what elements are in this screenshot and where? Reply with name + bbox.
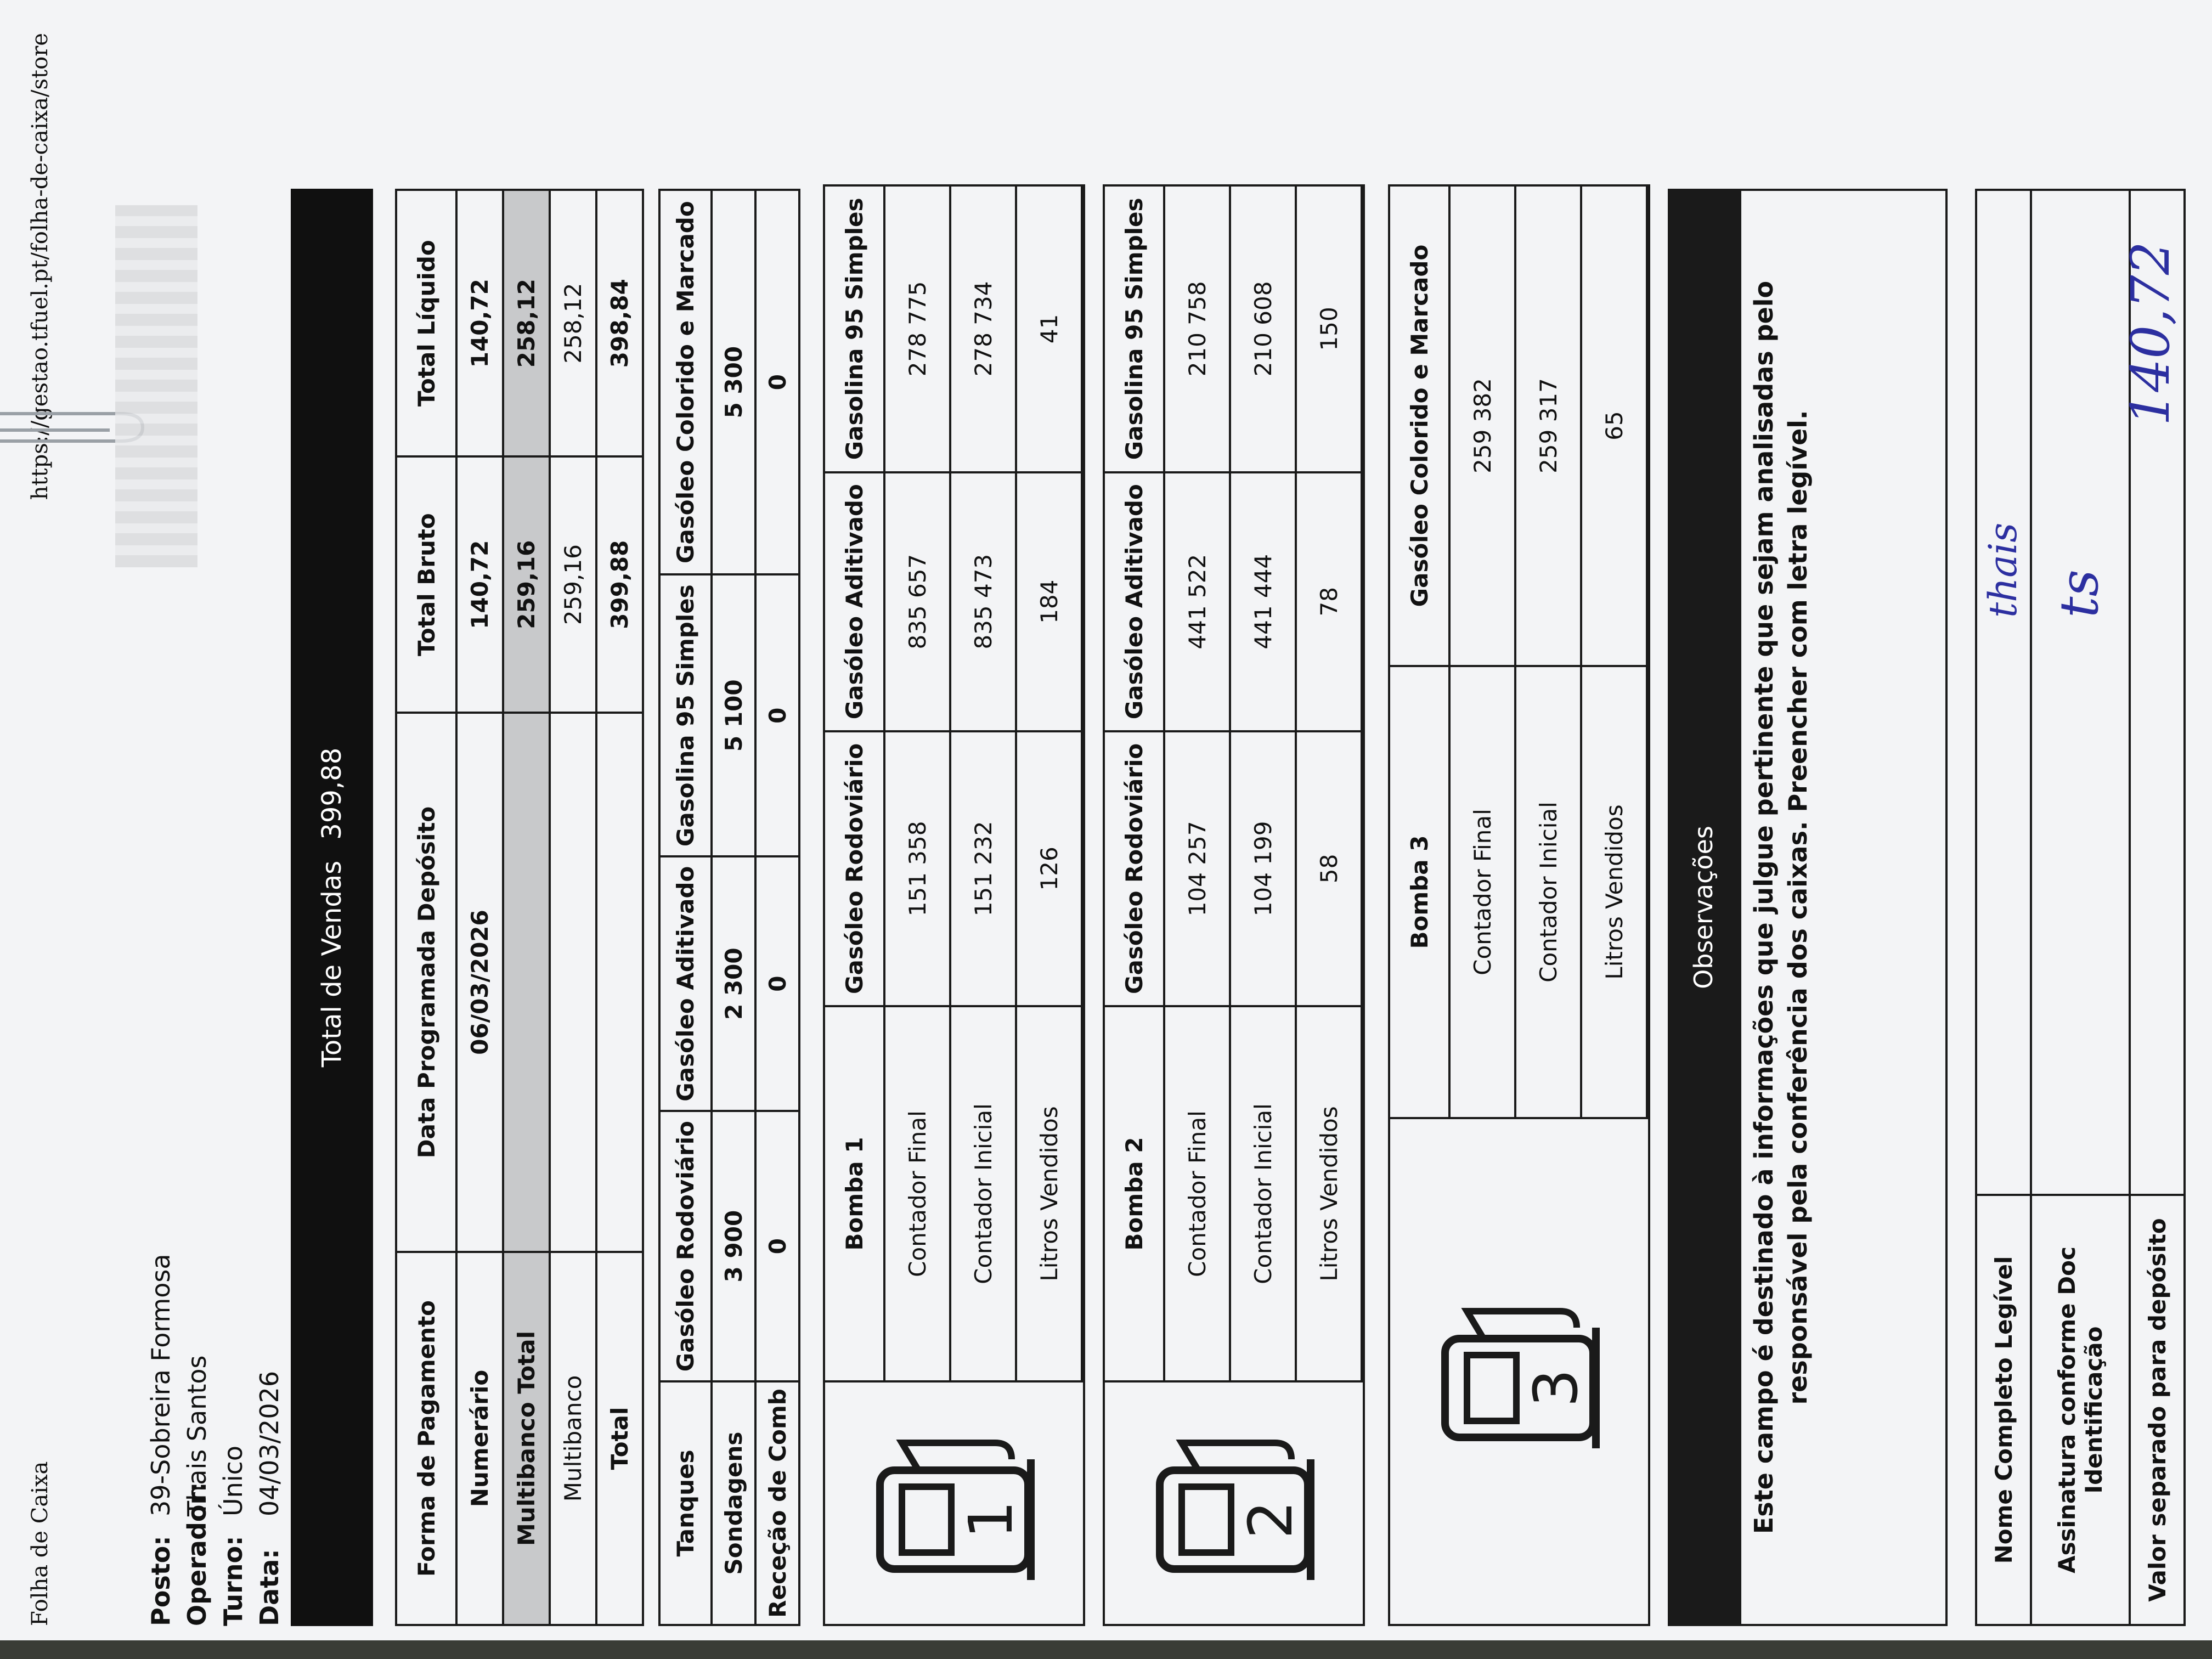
pump-value: 58 [1296, 731, 1362, 1006]
tank-value: 0 [755, 574, 799, 856]
pump-header: Gasóleo Aditivado [824, 472, 884, 731]
pump-number: 3 [1521, 1369, 1591, 1407]
pump-value: 278 734 [950, 185, 1016, 472]
pump-row-label: Contador Final [1449, 666, 1515, 1118]
pump-row-label: Litros Vendidos [1296, 1006, 1362, 1381]
table-row [596, 190, 643, 1625]
pump-title: Bomba 3 [1389, 666, 1449, 1118]
pump-2-section [1103, 184, 1365, 1626]
pump-value: 151 232 [950, 731, 1016, 1006]
total-vendas-label: Total de Vendas [317, 860, 347, 1068]
nome-label: Nome Completo Legível [1976, 1195, 2031, 1625]
turno-label: Turno: [218, 1536, 248, 1626]
pump-value: 441 522 [1164, 472, 1230, 731]
table-row [2130, 190, 2185, 1625]
total-vendas-value: 399,88 [317, 747, 347, 840]
assinatura-label: Assinatura conforme Doc Identificação [2031, 1195, 2130, 1625]
pump-value: 441 444 [1230, 472, 1296, 731]
payment-net: 258,12 [550, 190, 596, 456]
payments-header: Forma de Pagamento [396, 1252, 456, 1625]
table-row [456, 190, 503, 1625]
data-value: 04/03/2026 [255, 1370, 284, 1516]
nome-handwriting: thais [1980, 522, 2025, 618]
pump-3-section [1388, 184, 1650, 1626]
pump-value: 78 [1296, 472, 1362, 731]
valor-label: Valor separado para depósito [2130, 1195, 2185, 1625]
payment-method: Multibanco Total [503, 1252, 550, 1625]
payment-gross: 259,16 [503, 456, 550, 713]
pump-header: Gasolina 95 Simples [1104, 185, 1164, 472]
pump-value: 41 [1016, 185, 1082, 472]
pump-row-label: Contador Inicial [950, 1006, 1016, 1381]
signature-table [1975, 189, 2186, 1626]
table-row [1581, 185, 1647, 1118]
pump-header: Gasóleo Rodoviário [1104, 731, 1164, 1006]
pump-value: 126 [1016, 731, 1082, 1006]
pump-value: 184 [1016, 472, 1082, 731]
payment-method: Total [596, 1252, 643, 1625]
qr-code [115, 205, 198, 567]
operador-label: Operador: [182, 1482, 212, 1626]
table-row [884, 185, 950, 1381]
tank-value: 0 [755, 190, 799, 574]
pump-value: 104 199 [1230, 731, 1296, 1006]
tank-value: 0 [755, 856, 799, 1111]
observacoes-text: Este campo é destinado à informações que julgue pertinente que sejam analisadas pelo responsável pela conferência dos caixas. Preencher com letra legível. [1749, 280, 1813, 1534]
pump-3-table [1388, 184, 1648, 1119]
payment-net: 140,72 [456, 190, 503, 456]
nome-field[interactable] [1976, 190, 2031, 1195]
posto-label: Posto: [146, 1536, 176, 1626]
tanks-header: Gasóleo Rodoviário [659, 1111, 712, 1381]
tanks-header: Tanques [659, 1381, 712, 1625]
tank-value: 5 300 [712, 190, 755, 574]
tanks-header: Gasóleo Aditivado [659, 856, 712, 1111]
pump-value: 151 358 [884, 731, 950, 1006]
table-row [503, 190, 550, 1625]
table-row [1164, 185, 1230, 1381]
pump-value: 104 257 [1164, 731, 1230, 1006]
pump-header: Gasóleo Rodoviário [824, 731, 884, 1006]
pump-row-label: Contador Final [884, 1006, 950, 1381]
tanks-header: Gasóleo Colorido e Marcado [659, 190, 712, 574]
payment-date [550, 713, 596, 1252]
doc-header-url: https://gestao.tfuel.pt/folha-de-caixa/store [27, 33, 53, 500]
tank-value: 0 [755, 1111, 799, 1381]
payment-net: 258,12 [503, 190, 550, 456]
payment-gross: 140,72 [456, 456, 503, 713]
tank-value: 5 100 [712, 574, 755, 856]
pump-value: 835 657 [884, 472, 950, 731]
fuel-pump-1-icon [864, 1415, 1050, 1591]
assinatura-field[interactable] [2031, 190, 2130, 1195]
payment-method: Numerário [456, 1252, 503, 1625]
payment-date [503, 713, 550, 1252]
table-row [755, 190, 799, 1625]
pump-row-label: Litros Vendidos [1016, 1006, 1082, 1381]
assinatura-handwriting: ts [2049, 569, 2110, 618]
payment-gross: 399,88 [596, 456, 643, 713]
pump-value: 835 473 [950, 472, 1016, 731]
tank-row-label: Sondagens [712, 1381, 755, 1625]
tank-row-label: Receção de Comb [755, 1381, 799, 1625]
payments-header: Total Bruto [396, 456, 456, 713]
pump-title: Bomba 2 [1104, 1006, 1164, 1381]
tank-value: 2 300 [712, 856, 755, 1111]
payment-date: 06/03/2026 [456, 713, 503, 1252]
pump-header: Gasóleo Colorido e Marcado [1389, 185, 1449, 666]
pump-row-label: Contador Inicial [1230, 1006, 1296, 1381]
table-row [1296, 185, 1362, 1381]
table-row [1976, 190, 2031, 1625]
pump-1-section [823, 184, 1085, 1626]
tank-value: 3 900 [712, 1111, 755, 1381]
tanks-header: Gasolina 95 Simples [659, 574, 712, 856]
pump-row-label: Litros Vendidos [1581, 666, 1647, 1118]
turno-value: Único [218, 1445, 248, 1516]
valor-handwriting: 140,72 [2120, 241, 2181, 426]
pump-2-table [1103, 184, 1363, 1383]
payments-header: Total Líquido [396, 190, 456, 456]
pump-header: Gasóleo Aditivado [1104, 472, 1164, 731]
table-row [2031, 190, 2130, 1625]
pump-1-table [823, 184, 1083, 1383]
pump-value: 210 608 [1230, 185, 1296, 472]
pump-value: 278 775 [884, 185, 950, 472]
pump-title: Bomba 1 [824, 1006, 884, 1381]
observacoes-title: Observações [1668, 189, 1739, 1626]
pump-number: 2 [1235, 1500, 1306, 1539]
payment-gross: 259,16 [550, 456, 596, 713]
pump-value: 259 382 [1449, 185, 1515, 666]
pump-value: 259 317 [1515, 185, 1581, 666]
fuel-pump-2-icon [1143, 1415, 1330, 1591]
desk-edge [0, 1640, 2212, 1659]
operador-value: Thais Santos [182, 1355, 212, 1516]
table-row [712, 190, 755, 1625]
observacoes-box [1739, 189, 1948, 1626]
payment-date [596, 713, 643, 1252]
posto-value: 39-Sobreira Formosa [146, 1254, 176, 1516]
doc-header-title: Folha de Caixa [27, 1461, 53, 1626]
fuel-pump-3-icon [1429, 1284, 1615, 1459]
tanks-table [658, 189, 800, 1626]
pump-value: 210 758 [1164, 185, 1230, 472]
payments-header: Data Programada Depósito [396, 713, 456, 1252]
data-label: Data: [255, 1549, 284, 1626]
pump-header: Gasolina 95 Simples [824, 185, 884, 472]
pump-row-label: Contador Final [1164, 1006, 1230, 1381]
table-row [950, 185, 1016, 1381]
pump-number: 1 [956, 1500, 1026, 1539]
valor-field[interactable] [2120, 190, 2185, 1195]
table-row [1449, 185, 1515, 1118]
pump-value: 150 [1296, 185, 1362, 472]
table-row [1515, 185, 1581, 1118]
table-row [1016, 185, 1082, 1381]
table-row [1230, 185, 1296, 1381]
payments-table [395, 189, 644, 1626]
table-row [550, 190, 596, 1625]
pump-row-label: Contador Inicial [1515, 666, 1581, 1118]
shift-info [143, 1254, 287, 1626]
payment-net: 398,84 [596, 190, 643, 456]
payment-method: Multibanco [550, 1252, 596, 1625]
pump-value: 65 [1581, 185, 1647, 666]
total-vendas-banner [291, 189, 373, 1626]
